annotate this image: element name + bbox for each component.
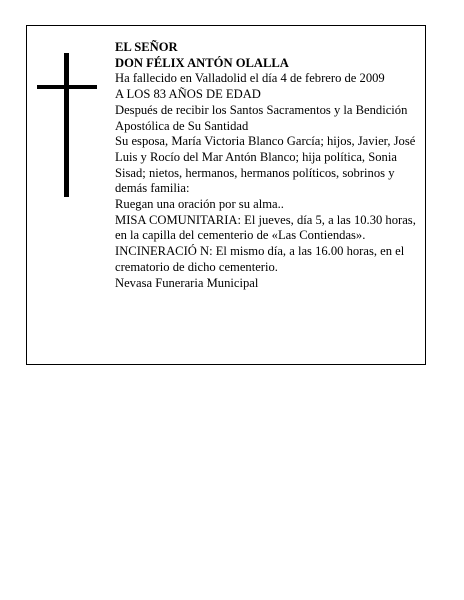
cross-vertical-bar <box>64 53 69 197</box>
prayer-line: Ruegan una oración por su alma.. <box>115 197 284 212</box>
funeral-home: Nevasa Funeraria Municipal <box>115 275 259 290</box>
death-info: Ha fallecido en Valladolid el día 4 de febrero de 2009 <box>115 71 385 86</box>
notice-text <box>115 40 420 291</box>
deceased-name: DON FÉLIX ANTÓN OLALLA <box>115 55 289 70</box>
cremation-line: INCINERACIÓ N: El mismo día, a las 16.00 horas, en el crematorio de dicho cementerio. <box>115 244 405 274</box>
title-line-1: EL SEÑOR <box>115 40 178 54</box>
mass-line: MISA COMUNITARIA: El jueves, día 5, a las 10.30 horas, en la capilla del cementerio de «Las Contiendas». <box>115 212 416 243</box>
family-line: Su esposa, María Victoria Blanco García; hijos, Javier, José Luis y Rocío del Mar Antón Blanco; hija política, Sonia Sisad; nietos, hermanos, hermanos políticos, sobrinos y demás familia: <box>115 134 416 196</box>
cross-horizontal-bar <box>37 85 97 89</box>
cross-icon <box>37 53 97 197</box>
obituary-notice <box>26 25 426 365</box>
age-line: A LOS 83 AÑOS DE EDAD <box>115 87 261 102</box>
sacraments-line: Después de recibir los Santos Sacramentos y la Bendición Apostólica de Su Santidad <box>115 102 408 133</box>
